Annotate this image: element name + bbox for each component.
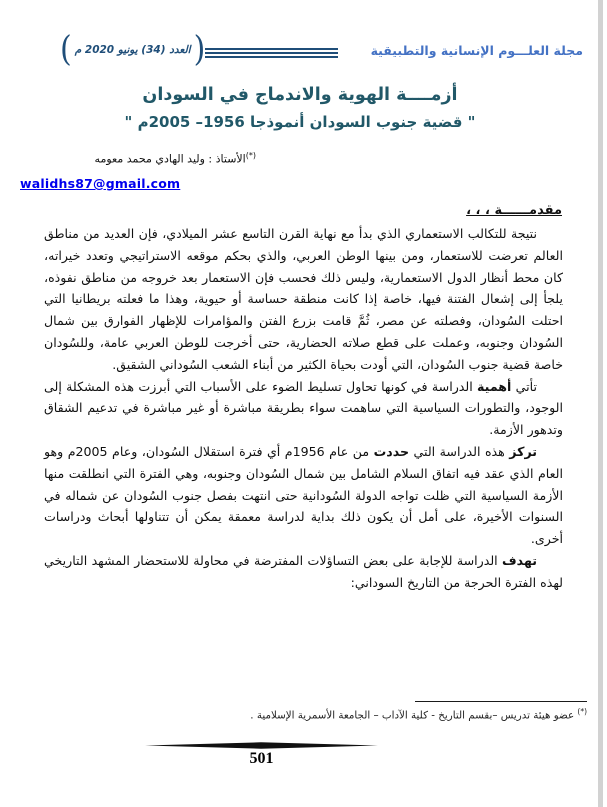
paragraph-text: هذه الدراسة التي xyxy=(409,443,510,459)
intro-heading: مقدمــــــة ، ، ، xyxy=(466,203,562,218)
paragraph xyxy=(44,376,563,441)
footnote-separator xyxy=(415,701,587,702)
paragraph xyxy=(44,550,563,594)
footnote-body: عضو هيئة تدريس –بقسم التاريخ - كلية الآداب – الجامعة الأسمرية الإسلامية . xyxy=(250,709,578,722)
journal-title: مجلة العلـــوم الإنسانية والتطبيقية xyxy=(370,43,583,58)
paragraph xyxy=(44,223,563,376)
author-line xyxy=(18,151,256,166)
author-email-link[interactable]: walidhs87@gmail.com xyxy=(20,176,181,191)
paragraph-text: من عام 1956م أي فترة استقلال السُودان، وعام 2005م وهو العام الذي عقد فيه اتفاق السلام الشامل بين شمال السُودان وجنوبه، وهي الفترة التي انطلقت منها الأزمة السياسية التي ظلت تواجه الدولة السُودانية حتى انتهت بفصل جنوب السُودان عن شماله في السنوات الأخيرة، على أمل أن يكون ذلك بداية لدراسة معمقة يمكن أن تتناولها أبحاث ودراسات أخرى. xyxy=(44,443,563,547)
triple-line-ornament xyxy=(205,48,338,60)
paragraph-text: الدراسة للإجابة على بعض التساؤلات المفترضة في محاولة للاستحضار المشهد التاريخي لهذه الفترة الحرجة من التاريخ السوداني: xyxy=(44,552,563,590)
scan-edge-strip xyxy=(598,0,603,807)
footnote-marker: (*) xyxy=(577,707,587,716)
article-title: أزمــــة الهوية والاندماج في السودان xyxy=(142,85,458,105)
ornament-bar xyxy=(205,52,338,54)
paragraph-text: نتيجة للتكالب الاستعماري الذي بدأ مع نهاية القرن التاسع عشر الميلادي، فإن العديد من مناطق العالم تعرضت للاستعمار، ومن بينها الوطن العربي، والذي بحكم موقعه الاستراتيجي وتعدد خيراته، كان محط أنظار الدول الاستعمارية، وليس ذلك فحسب فإن الاستعمار بعد خروجه من مناطق نفوذه، يلجأ إلى إشعال الفتنة فيها، خاصة إذا كانت منطقة حساسة أو حيوية، وهذا ما فعلته بريطانيا التي احتلت السُودان، وفصلته عن مصر، ثُمَّ قامت بزرع الفتن والمؤامرات للإظهار الفوارق بين شمال السُودان وجنوبه، وعملت على قطع صلاته الحضارية، حتى أخرجت للوطن العربي عامة، وللسُودان خاصة قضية جنوب السُودان، التي أودت بحياة الكثير من أبناء الشعب السُوداني الشقيق. xyxy=(44,226,563,372)
emphasized-text: تهدف xyxy=(502,552,537,568)
article-subtitle: " قضية جنوب السودان أنموذجا 1956– 2005م " xyxy=(124,113,476,131)
issue-bracket-right: ) xyxy=(193,29,206,70)
page-header xyxy=(0,29,597,78)
issue-label: العدد (34) يونيو 2020 م xyxy=(74,44,191,56)
emphasized-text: حددت xyxy=(373,443,410,459)
paragraph-text: تأتي xyxy=(511,378,537,394)
title-block xyxy=(0,84,600,131)
author-name: الأستاذ : وليد الهادي محمد معومه xyxy=(94,152,246,166)
ornament-bar xyxy=(205,48,338,50)
body-paragraphs xyxy=(44,223,563,594)
emphasized-text: تركز xyxy=(509,443,538,459)
paragraph xyxy=(44,441,563,550)
paragraph-text: الدراسة في كونها تحاول تسليط الضوء على الأسباب التي أبرزت هذه المشكلة إلى الوجود، والتطورات السياسية التي ساهمت سواء بطريقة مباشرة أو غير مباشرة في تدعيم الشقاق وتدهور الأزمة. xyxy=(44,378,563,438)
author-footnote-marker: (*) xyxy=(245,151,256,160)
page-number: 501 xyxy=(249,750,274,767)
footnote-text xyxy=(167,707,587,721)
footer-divider-ornament xyxy=(145,742,378,749)
ornament-bar xyxy=(205,56,338,58)
emphasized-text: أهمية xyxy=(477,378,512,394)
issue-bracket-left: ( xyxy=(60,29,72,70)
issue-badge xyxy=(60,29,206,70)
